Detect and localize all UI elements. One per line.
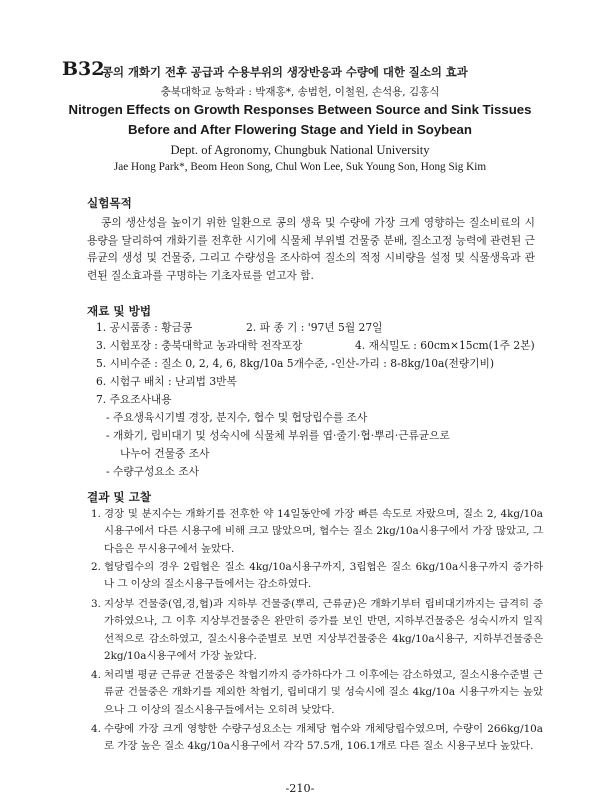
result-text: 수량에 가장 크게 영향한 수량구성요소는 개체당 협수와 개체당립수였으며, 수량이 266kg/10a로 가장 높은 질소 4kg/10a시용구에서 각각 57.5개, 106.1개로 다른 질소 시용구보다 높았다.	[104, 723, 543, 753]
method-density: 4. 재식밀도 : 60cm×15cm(1주 2본)	[355, 339, 535, 352]
page-number: -210-	[285, 782, 315, 795]
result-item	[91, 559, 543, 594]
result-text: 처리별 평균 근류균 건물중은 착협기까지 증가하다가 그 이후에는 감소하였고, 질소시용수준별 근류균 건물중은 개화기를 제외한 착협기, 립비대기 및 성숙시에 질소 4kg/10a 시용구까지는 높았으나 그 이상의 질소시용구들에서는 오히려 낮았다.	[104, 669, 543, 716]
result-text: 협당립수의 경우 2립협은 질소 4kg/10a시용구까지, 3립협은 질소 6kg/10a시용구까지 증가하나 그 이상의 질소시용구들에서는 감소하였다.	[104, 561, 543, 591]
result-item	[91, 721, 543, 756]
result-number: 4.	[91, 669, 101, 681]
method-design: 6. 시험구 배치 : 난괴법 3반복	[96, 375, 237, 388]
objective-text	[87, 214, 535, 284]
objective-heading: 실험목적	[87, 196, 132, 210]
result-text: 지상부 건물중(엽,경,협)과 지하부 건물중(뿌리, 근류균)은 개화기부터 립비대기까지는 급격히 증가하였으나, 그 이후 지상부건물중은 완만히 증가를 보인 반면, 지하부건물중은 성숙시까지 일직선적으로 감소하였고, 질소시용수준별로 보면 지상부건물중은 4kg/10a시용구, 지하부건물중은 2kg/10a시용구에서 가장 높았다.	[104, 598, 543, 662]
method-survey-sub3: - 수량구성요소 조사	[106, 465, 199, 478]
english-title-line2: Before and After Flowering Stage and Yield in Soybean	[128, 122, 472, 137]
title-row	[62, 58, 562, 82]
result-number: 2.	[91, 561, 101, 573]
result-item	[91, 667, 543, 719]
english-department: Dept. of Agronomy, Chungbuk National University	[170, 143, 430, 157]
korean-authors: 충북대학교 농학과 : 박재홍*, 송범헌, 이철원, 손석용, 김홍식	[160, 86, 440, 98]
method-survey-sub2b: 나누어 건물중 조사	[120, 447, 210, 460]
result-text: 경장 및 분지수는 개화기를 전후한 약 14일동안에 가장 빠른 속도로 자랐으며, 질소 2, 4kg/10a시용구에서 다른 시용구에 비해 크고 많았으며, 협수는 질소 2kg/10a시용구에서 가장 많았고, 그 다음은 무시용구에서 높았다.	[104, 508, 543, 555]
result-number: 3.	[91, 598, 101, 610]
methods-heading: 재료 및 방법	[87, 304, 152, 318]
english-title-line1: Nitrogen Effects on Growth Responses Between Source and Sink Tissues	[68, 102, 532, 117]
results-heading: 결과 및 고찰	[87, 490, 152, 504]
result-item	[91, 596, 543, 666]
method-survey: 7. 주요조사내용	[96, 393, 172, 406]
objective-paragraph: 콩의 생산성을 높이기 위한 일환으로 콩의 생육 및 수량에 가장 크게 영향하는 질소비료의 시용량을 달리하여 개화기를 전후한 시기에 식물체 부위별 건물중 분배, 질소고정 능력에 관련된 근류균의 생성 및 건물중, 그리고 수량성을 조사하여 질소의 적정 시비량을 설정 및 식물생육과 관련된 질소효과를 구명하는 기초자료를 얻고자 함.	[87, 216, 535, 282]
korean-title: 콩의 개화기 전후 공급과 수용부위의 생장반응과 수량에 대한 질소의 효과	[102, 65, 468, 79]
result-item	[91, 506, 543, 558]
method-survey-sub1: - 주요생육시기별 경장, 분지수, 협수 및 협당립수를 조사	[106, 411, 368, 424]
method-field: 3. 시험포장 : 충북대학교 농과대학 전작포장	[96, 339, 303, 352]
result-number: 1.	[91, 508, 101, 520]
english-authors: Jae Hong Park*, Beom Heon Song, Chul Won Lee, Suk Young Son, Hong Sig Kim	[113, 161, 487, 173]
result-number: 4.	[91, 723, 101, 735]
method-fertilizer: 5. 시비수준 : 질소 0, 2, 4, 6, 8kg/10a 5개수준, -인산-가리 : 8-8kg/10a(전량기비)	[96, 357, 495, 370]
abstract-code: B32	[62, 58, 105, 80]
method-variety: 1. 공시품종 : 황금콩	[96, 321, 193, 334]
method-sowing-date: 2. 파 종 기 : '97년 5월 27일	[246, 321, 383, 334]
method-survey-sub2a: - 개화기, 립비대기 및 성숙시에 식물체 부위를 엽·줄기·협·뿌리·근류균으로	[106, 429, 450, 442]
